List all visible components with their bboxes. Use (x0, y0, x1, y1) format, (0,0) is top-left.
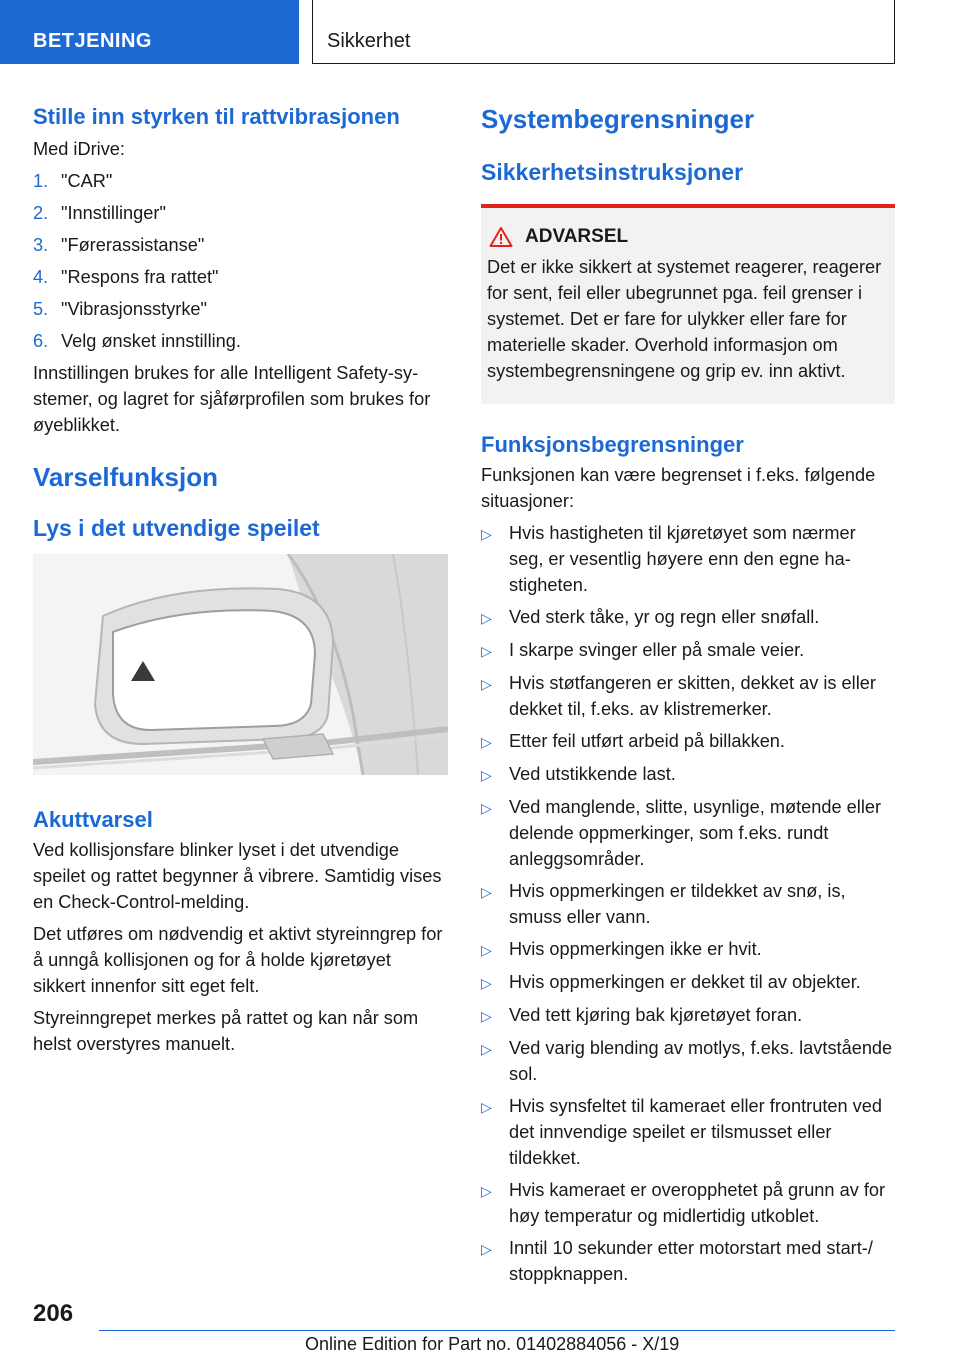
paragraph-override: Styreinngrepet merkes på rattet og kan når som helst overstyres manuelt. (33, 1008, 419, 1054)
triangle-right-icon: ▷ (481, 800, 492, 816)
paragraph-collision: Ved kollisjonsfare blinker lyset i det utvendige speilet og rattet begynner å vibrere. Samtidig vises en Check-Control-melding. (33, 840, 442, 912)
paragraph-steering-intervention: Det utføres om nødvendig et aktivt styreinngrep for å unngå kollisjonen og for å holde kjøretøyet sikkert innenfor sitt eget felt. (33, 924, 443, 996)
function-limits-intro: Funksjonen kan være begrenset i f.eks. følgende situasjoner: (481, 465, 876, 511)
step-number: 1. (33, 171, 49, 191)
triangle-right-icon: ▷ (481, 975, 492, 991)
left-column (33, 100, 448, 1057)
list-item (33, 264, 448, 290)
bullet-text: Ved tett kjøring bak kjøretøyet foran. (509, 1005, 803, 1025)
steps-list (33, 168, 448, 354)
list-item (481, 969, 895, 996)
step-number: 2. (33, 203, 49, 223)
bullet-text: Ved utstikkende last. (509, 764, 676, 784)
triangle-right-icon: ▷ (481, 526, 492, 542)
bullet-text: Hvis oppmerkingen er dekket til av objekter. (509, 972, 861, 992)
heading-warning-function: Varselfunksjon (33, 462, 218, 492)
step-text: "CAR" (61, 171, 113, 191)
triangle-right-icon: ▷ (481, 942, 492, 958)
triangle-right-icon: ▷ (481, 1041, 492, 1057)
triangle-right-icon: ▷ (481, 884, 492, 900)
step-text: "Innstillinger" (61, 203, 166, 223)
triangle-right-icon: ▷ (481, 1183, 492, 1199)
step-number: 5. (33, 299, 49, 319)
bullet-text: Hvis oppmerkingen ikke er hvit. (509, 939, 762, 959)
step-text: Velg ønsket innstilling. (61, 331, 241, 351)
triangle-right-icon: ▷ (481, 643, 492, 659)
list-item (481, 761, 895, 788)
heading-system-limits: Systembegrensninger (481, 104, 755, 134)
bullet-text: Ved manglende, slitte, usynlige, møtende eller delende oppmerkinger, som f.eks. rundt anleggsområder. (509, 797, 882, 869)
list-item (33, 328, 448, 354)
limitations-list (481, 520, 895, 1287)
step-text: "Respons fra rattet" (61, 267, 219, 287)
section-tab: BETJENING (0, 0, 299, 64)
heading-mirror-light: Lys i det utvendige speilet (33, 515, 320, 541)
edition-note: Online Edition for Part no. 01402884056 - X/19 (305, 1334, 680, 1354)
triangle-right-icon: ▷ (481, 1008, 492, 1024)
step-text: "Vibrasjonsstyrke" (61, 299, 208, 319)
list-item (33, 200, 448, 226)
triangle-right-icon: ▷ (481, 767, 492, 783)
list-item (481, 794, 895, 872)
triangle-right-icon: ▷ (481, 676, 492, 692)
warning-triangle-icon (489, 226, 513, 248)
list-item (481, 878, 895, 930)
list-item (481, 604, 895, 631)
list-item (481, 1235, 895, 1287)
triangle-right-icon: ▷ (481, 734, 492, 750)
warning-title (487, 226, 885, 248)
step-number: 6. (33, 331, 49, 351)
bullet-text: Hvis hastigheten til kjøretøyet som nærmer seg, er vesentlig høyere enn den egne hastigheten. (509, 523, 856, 595)
settings-note: Innstillingen brukes for alle Intelligent Safety-systemer, og lagret for sjåførprofilen som brukes for øyeblikket. (33, 363, 431, 435)
warning-text: Det er ikke sikkert at systemet reagerer, reagerer for sent, feil eller ubegrunnet pga. feil grenser i systemet. Det er fare for ulykker eller fare for materielle skader. Overhold informasjon om systembegrensningene og grip ev. inn aktivt. (487, 257, 882, 381)
page-number: 206 (33, 1300, 74, 1327)
bullet-text: Inntil 10 sekunder etter motorstart med start-/ stoppknappen. (509, 1238, 873, 1284)
side-mirror-image (33, 554, 448, 775)
list-item (33, 232, 448, 258)
heading-function-limits: Funksjonsbegrensninger (481, 432, 744, 457)
footer-divider (99, 1330, 895, 1331)
list-item (33, 296, 448, 322)
bullet-text: I skarpe svinger eller på smale veier. (509, 640, 805, 660)
triangle-right-icon: ▷ (481, 610, 492, 626)
heading-steering-vibration: Stille inn styrken til rattvibrasjonen (33, 104, 400, 129)
step-text: "Førerassistanse" (61, 235, 205, 255)
bullet-text: Hvis oppmerkingen er tildekket av snø, is, smuss eller vann. (509, 881, 846, 927)
mirror-illustration (33, 554, 448, 775)
bullet-text: Hvis synsfeltet til kameraet eller frontruten ved det innvendige speilet er tilsmusset eller tildekket. (509, 1096, 882, 1168)
list-item (33, 168, 448, 194)
list-item (481, 670, 895, 722)
bullet-text: Hvis kameraet er overopphetet på grunn av for høy temperatur og midlertidig utkoblet. (509, 1180, 886, 1226)
warning-box (481, 204, 895, 404)
step-number: 3. (33, 235, 49, 255)
intro-text: Med iDrive: (33, 139, 125, 159)
heading-emergency-warning: Akuttvarsel (33, 807, 153, 832)
list-item (481, 728, 895, 755)
bullet-text: Ved varig blending av motlys, f.eks. lavtstående sol. (509, 1038, 893, 1084)
triangle-right-icon: ▷ (481, 1241, 492, 1257)
bullet-text: Hvis støtfangeren er skitten, dekket av is eller dekket til, f.eks. av klistremerker. (509, 673, 876, 719)
list-item (481, 1093, 895, 1171)
bullet-text: Etter feil utført arbeid på billakken. (509, 731, 785, 751)
triangle-right-icon: ▷ (481, 1099, 492, 1115)
list-item (481, 936, 895, 963)
list-item (481, 520, 895, 598)
list-item (481, 637, 895, 664)
step-number: 4. (33, 267, 49, 287)
warning-title-text: ADVARSEL (525, 226, 629, 247)
heading-safety-instructions: Sikkerhetsinstruksjoner (481, 159, 744, 185)
list-item (481, 1177, 895, 1229)
list-item (481, 1035, 895, 1087)
bullet-text: Ved sterk tåke, yr og regn eller snøfall. (509, 607, 820, 627)
chapter-title: Sikkerhet (312, 0, 895, 64)
list-item (481, 1002, 895, 1029)
right-column (481, 100, 895, 1287)
